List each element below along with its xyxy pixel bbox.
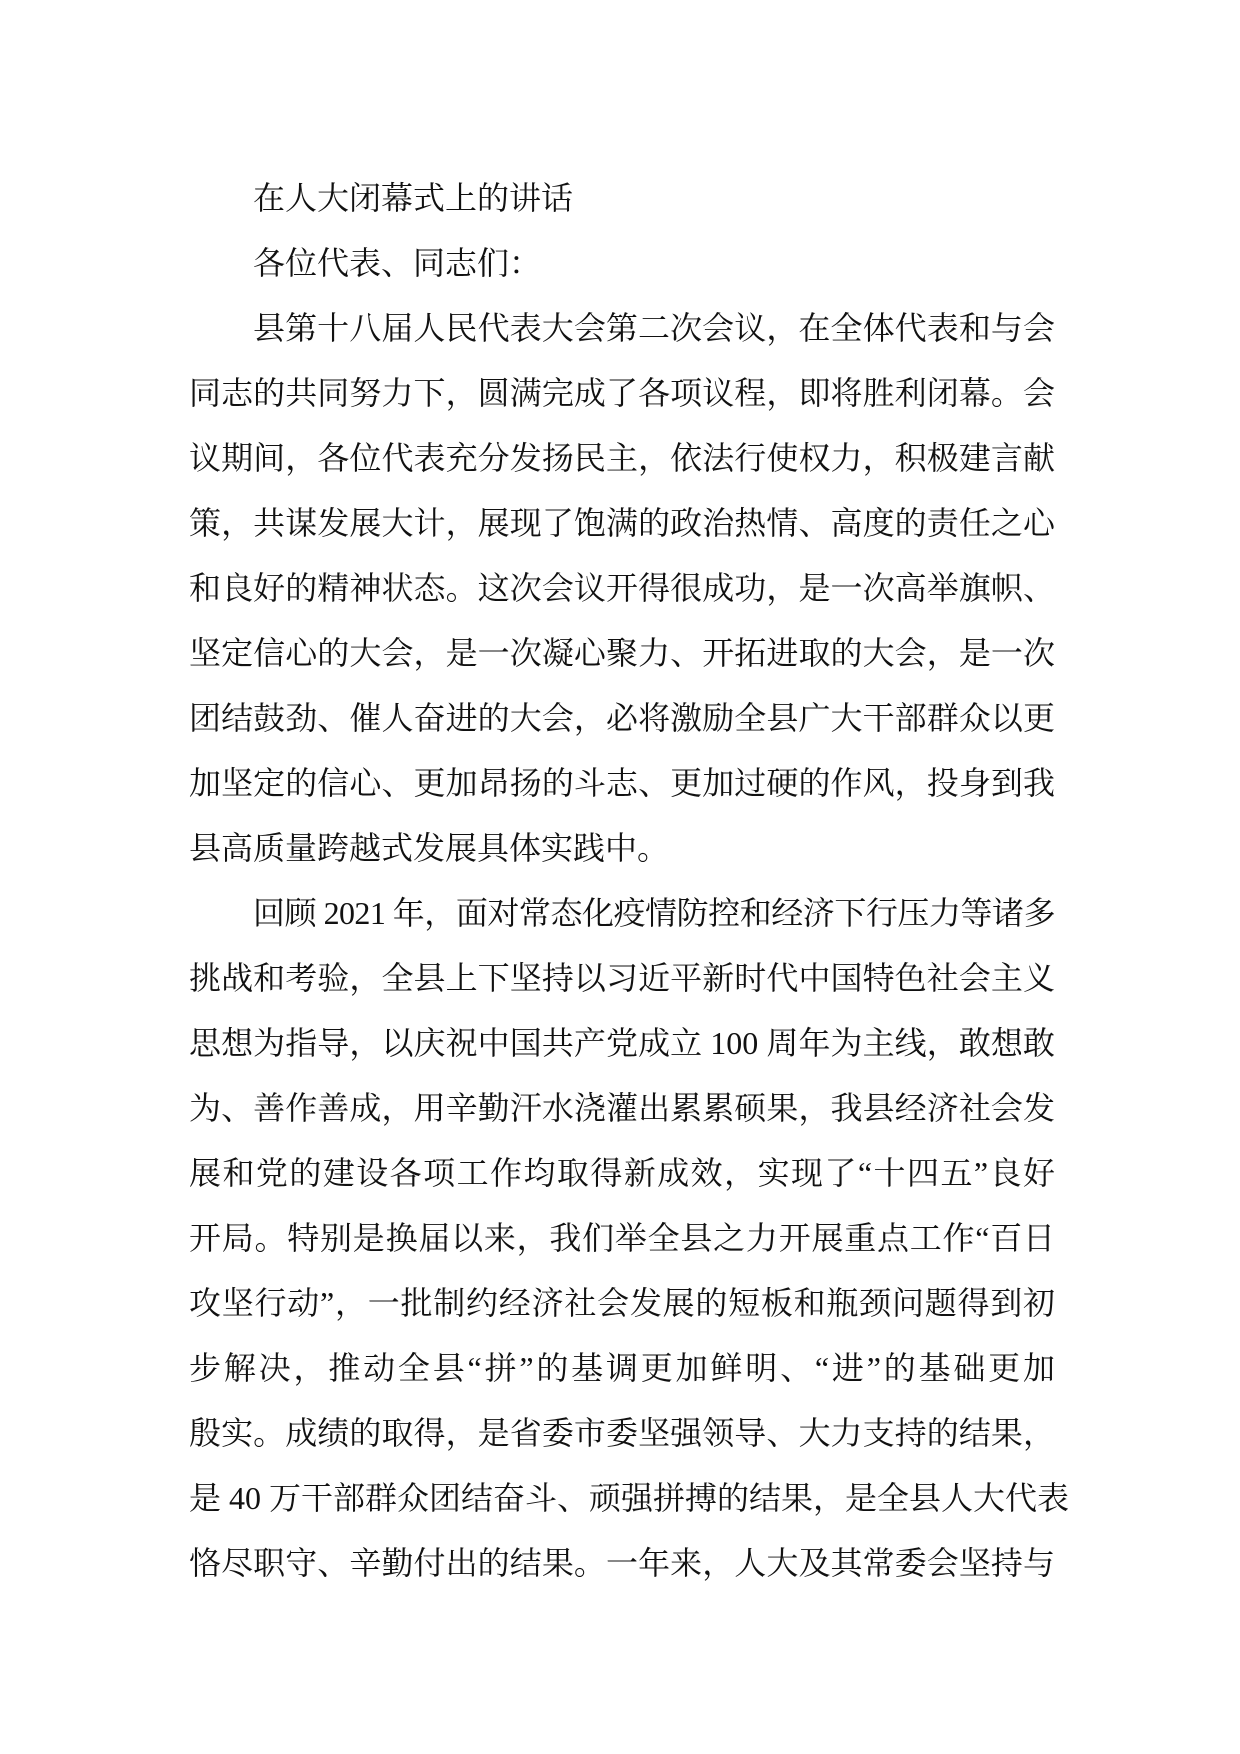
paragraph-line: 为、善作善成，用辛勤汗水浇灌出累累硕果，我县经济社会发 — [189, 1090, 1055, 1126]
paragraph-line: 同志的共同努力下，圆满完成了各项议程，即将胜利闭幕。会 — [189, 375, 1055, 411]
paragraph-line: 加坚定的信心、更加昂扬的斗志、更加过硬的作风，投身到我 — [189, 765, 1055, 801]
paragraph-line: 殷实。成绩的取得，是省委市委坚强领导、大力支持的结果， — [189, 1415, 1055, 1451]
paragraph-line: 策，共谋发展大计，展现了饱满的政治热情、高度的责任之心 — [189, 505, 1055, 541]
paragraph-line: 挑战和考验，全县上下坚持以习近平新时代中国特色社会主义 — [189, 960, 1055, 996]
paragraph-line: 是 40 万干部群众团结奋斗、顽强拼搏的结果，是全县人大代表 — [189, 1480, 1070, 1516]
paragraph-line: 步解决，推动全县“拼”的基调更加鲜明、“进”的基础更加 — [189, 1350, 1055, 1386]
document-title: 在人大闭幕式上的讲话 — [253, 180, 574, 216]
document-body — [189, 166, 1070, 1596]
paragraph-line: 团结鼓劲、催人奋进的大会，必将激励全县广大干部群众以更 — [189, 700, 1055, 736]
paragraph-line: 展和党的建设各项工作均取得新成效，实现了“十四五”良好 — [189, 1155, 1055, 1191]
paragraph-2 — [189, 881, 1070, 1596]
paragraph-line: 议期间，各位代表充分发扬民主，依法行使权力，积极建言献 — [189, 440, 1055, 476]
salutation: 各位代表、同志们： — [253, 245, 542, 281]
paragraph-line: 攻坚行动”，一批制约经济社会发展的短板和瓶颈问题得到初 — [189, 1285, 1055, 1321]
paragraph-line: 回顾 2021 年，面对常态化疫情防控和经济下行压力等诸多 — [253, 895, 1055, 931]
paragraph-line: 坚定信心的大会，是一次凝心聚力、开拓进取的大会，是一次 — [189, 635, 1055, 671]
paragraph-line: 县第十八届人民代表大会第二次会议，在全体代表和与会 — [253, 310, 1055, 346]
paragraph-line: 思想为指导，以庆祝中国共产党成立 100 周年为主线，敢想敢 — [189, 1025, 1055, 1061]
paragraph-line: 和良好的精神状态。这次会议开得很成功，是一次高举旗帜、 — [189, 570, 1055, 606]
paragraph-line: 恪尽职守、辛勤付出的结果。一年来，人大及其常委会坚持与 — [189, 1545, 1055, 1581]
paragraph-1 — [189, 296, 1055, 881]
paragraph-line: 开局。特别是换届以来，我们举全县之力开展重点工作“百日 — [189, 1220, 1055, 1256]
paragraph-line: 县高质量跨越式发展具体实践中。 — [189, 830, 670, 866]
